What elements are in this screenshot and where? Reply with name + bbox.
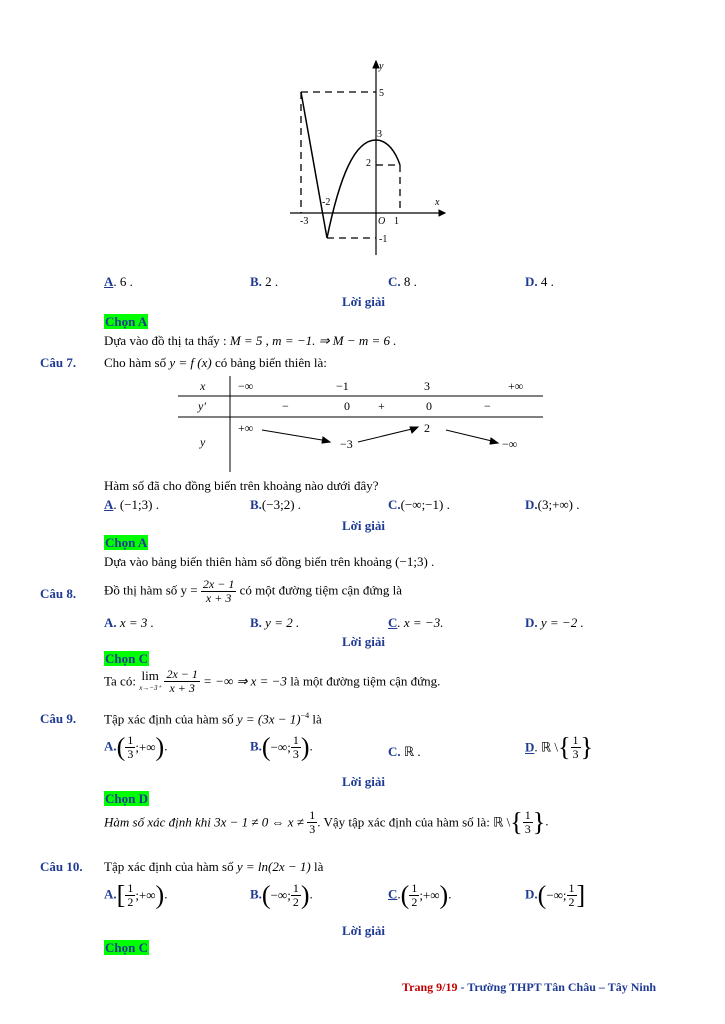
table-sign-2: + (378, 399, 385, 413)
table-x-label: x (200, 379, 206, 393)
graph-parabola (327, 140, 400, 238)
q10-option-d[interactable]: D.(−∞; $\frac{1}{2}$ ] (525, 880, 586, 910)
q7-option-c[interactable]: C.(−∞;−1) . (388, 497, 450, 512)
tick-2: 2 (366, 158, 371, 169)
q10-option-c[interactable]: C.( $\frac{1}{2}$ ;+∞). (388, 880, 452, 910)
q6-explanation: Dựa vào đồ thị ta thấy : M = 5 , m = −1. ⇒ M − m = 6 . (104, 333, 397, 348)
table-sign-3: 0 (426, 399, 432, 413)
function-graph (280, 55, 450, 260)
table-sign-4: − (484, 399, 491, 413)
tick-5: 5 (379, 88, 384, 99)
q7-question: Hàm số đã cho đồng biến trên khoảng nào dưới đây? (104, 478, 379, 493)
tick-neg1: -1 (379, 234, 388, 245)
q8-option-a[interactable]: A. x = 3 . (104, 615, 154, 630)
q7-solution-title: Lời giải (342, 518, 385, 533)
q6-option-c[interactable]: C. 8 . (388, 274, 417, 289)
q9-stem: Tập xác định của hàm số $y = (3x - 1)^{-4}$ là (104, 711, 322, 727)
q7-option-b[interactable]: B.(−3;2) . (250, 497, 302, 512)
q7-label: Câu 7. (40, 355, 77, 370)
q10-stem: Tập xác định của hàm số y = ln(2x − 1) là (104, 859, 324, 874)
q10-option-a[interactable]: A.[ $\frac{1}{2}$ ;+∞). (104, 880, 168, 910)
q6-solution-title: Lời giải (342, 294, 385, 309)
q9-option-b[interactable]: B.(−∞; $\frac{1}{3}$ ). (250, 732, 313, 762)
table-x-1: −1 (336, 379, 349, 393)
table-sign-1: 0 (344, 399, 350, 413)
q9-explanation: Hàm số xác định khi 3x − 1 ≠ 0 ⇔ x ≠ $\frac{1}{3}$ . Vậy tập xác định của hàm số là: ℝ \{ $\frac{1}{3}$ }. (104, 807, 549, 837)
table-x-2: 3 (424, 379, 430, 393)
q8-solution-title: Lời giải (342, 634, 385, 649)
q6-answer: Chọn A (105, 314, 148, 329)
tick-1: 1 (394, 216, 399, 227)
q8-limit: lim x→−3⁺ (139, 667, 162, 692)
q9-option-a[interactable]: A.( $\frac{1}{3}$ ;+∞). (104, 732, 168, 762)
page-footer: Trang 9/19 - Trường THPT Tân Châu – Tây Ninh (402, 980, 657, 994)
q10-label: Câu 10. (40, 859, 83, 874)
q9-label: Câu 9. (40, 711, 77, 726)
table-y-1: −3 (340, 437, 353, 451)
table-y-0: +∞ (238, 421, 254, 435)
tick-neg2: -2 (322, 197, 331, 208)
q7-option-d[interactable]: D.(3;+∞) . (525, 497, 580, 512)
q8-label: Câu 8. (40, 586, 77, 601)
q9-answer: Chọn D (105, 791, 148, 806)
q10-answer: Chọn C (105, 940, 148, 955)
q8-option-d[interactable]: D. y = −2 . (525, 615, 584, 630)
q6-option-d[interactable]: D. 4 . (525, 274, 554, 289)
q6-option-b[interactable]: B. 2 . (250, 274, 279, 289)
q9-solution-title: Lời giải (342, 774, 385, 789)
q8-stem: Đồ thị hàm số y = $\frac{2x - 1}{x + 3}$ có một đường tiệm cận đứng là (104, 577, 403, 605)
x-axis-label: x (435, 197, 440, 208)
q8-option-b[interactable]: B. y = 2 . (250, 615, 300, 630)
q8-explanation: Ta có: lim x→−3⁺ $\frac{2x - 1}{x + 3}$ = −∞ ⇒ x = −3 là một đường tiệm cận đứng. (104, 667, 441, 695)
q8-answer: Chọn C (105, 651, 148, 666)
tick-3: 3 (377, 129, 382, 140)
q9-option-c[interactable]: C. ℝ . (388, 744, 421, 759)
q9-option-d[interactable]: D. ℝ \{ $\frac{1}{3}$ } (525, 732, 594, 762)
table-x-0: −∞ (238, 379, 254, 393)
x-axis-arrow (439, 210, 445, 216)
table-sign-0: − (282, 399, 289, 413)
tick-neg3: -3 (300, 216, 309, 227)
y-axis-label: y (379, 61, 384, 72)
q7-stem: Cho hàm số y = f (x) có bảng biến thiên là: (104, 355, 327, 370)
q8-fraction: $\frac{2x - 1}{x + 3}$ (202, 577, 235, 605)
q7-option-a[interactable]: A. (−1;3) . (104, 497, 159, 512)
table-y-3: −∞ (502, 437, 518, 451)
table-x-3: +∞ (508, 379, 524, 393)
q7-answer: Chọn A (105, 535, 148, 550)
q10-solution-title: Lời giải (342, 923, 385, 938)
table-yp-label: y' (198, 399, 206, 413)
table-y-2: 2 (424, 421, 430, 435)
q7-explanation: Dựa vào bảng biến thiên hàm số đồng biến trên khoảng (−1;3) . (104, 554, 435, 569)
q8-option-c[interactable]: C. x = −3. (388, 615, 444, 630)
variation-table (178, 376, 543, 472)
table-y-label: y (200, 435, 206, 449)
origin-label: O (378, 216, 386, 227)
q10-option-b[interactable]: B.(−∞; $\frac{1}{2}$ ). (250, 880, 313, 910)
q6-option-a[interactable]: A. 6 . (104, 274, 133, 289)
